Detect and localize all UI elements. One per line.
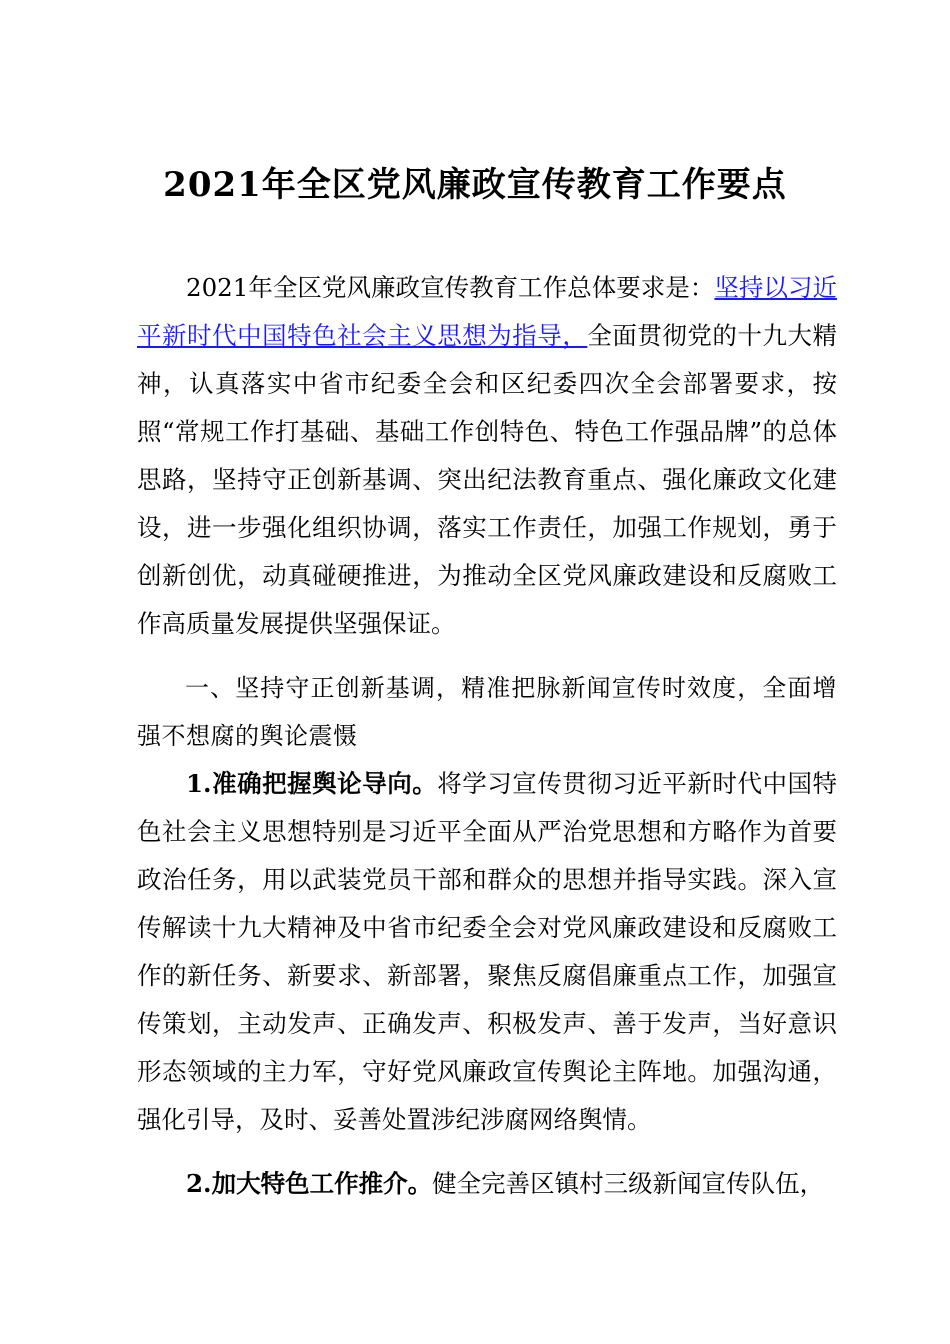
- item-1-text: 将学习宣传贯彻习近平新时代中国特色社会主义思想特别是习近平全面从严治党思想和方略作为首要政治任务，用以武装党员干部和群众的思想并指导实践。深入宣传解读十九大精神及中省市纪委全会对党风廉政建设和反腐败工作的新任务、新要求、新部署，聚焦反腐倡廉重点工作，加强宣传策划，主动发声、正确发声、积极发声、善于发声，当好意识形态领域的主力军，守好党风廉政宣传舆论主阵地。加强沟通，强化引导，及时、妥善处置涉纪涉腐网络舆情。: [137, 769, 838, 1134]
- item-1-lead: 1.准确把握舆论导向。: [186, 769, 438, 798]
- intro-paragraph: [137, 264, 837, 648]
- intro-text-after-link: 全面贯彻党的十九大精神，认真落实中省市纪委全会和区纪委四次全会部署要求，按照“常规工作打基础、基础工作创特色、特色工作强品牌”的总体思路，坚持守正创新基调、突出纪法教育重点、强化廉政文化建设，进一步强化组织协调，落实工作责任，加强工作规划，勇于创新创优，动真碰硬推进，为推动全区党风廉政建设和反腐败工作高质量发展提供坚强保证。: [137, 321, 838, 638]
- item-2-lead: 2.加大特色工作推介。: [186, 1169, 433, 1198]
- intro-link[interactable]: 坚持以习近平新时代中国特色社会主义思想为指导，: [137, 273, 837, 350]
- document-title: 2021年全区党风廉政宣传教育工作要点: [163, 165, 787, 205]
- item-2-paragraph: [137, 1160, 837, 1208]
- section-1-heading: 一、坚持守正创新基调，精准把脉新闻宣传时效度，全面增强不想腐的舆论震慑: [137, 674, 837, 750]
- intro-text-before-link: 2021年全区党风廉政宣传教育工作总体要求是：: [186, 273, 715, 302]
- item-1-paragraph: [137, 760, 837, 1144]
- item-2-text: 健全完善区镇村三级新闻宣传队伍，: [432, 1169, 825, 1198]
